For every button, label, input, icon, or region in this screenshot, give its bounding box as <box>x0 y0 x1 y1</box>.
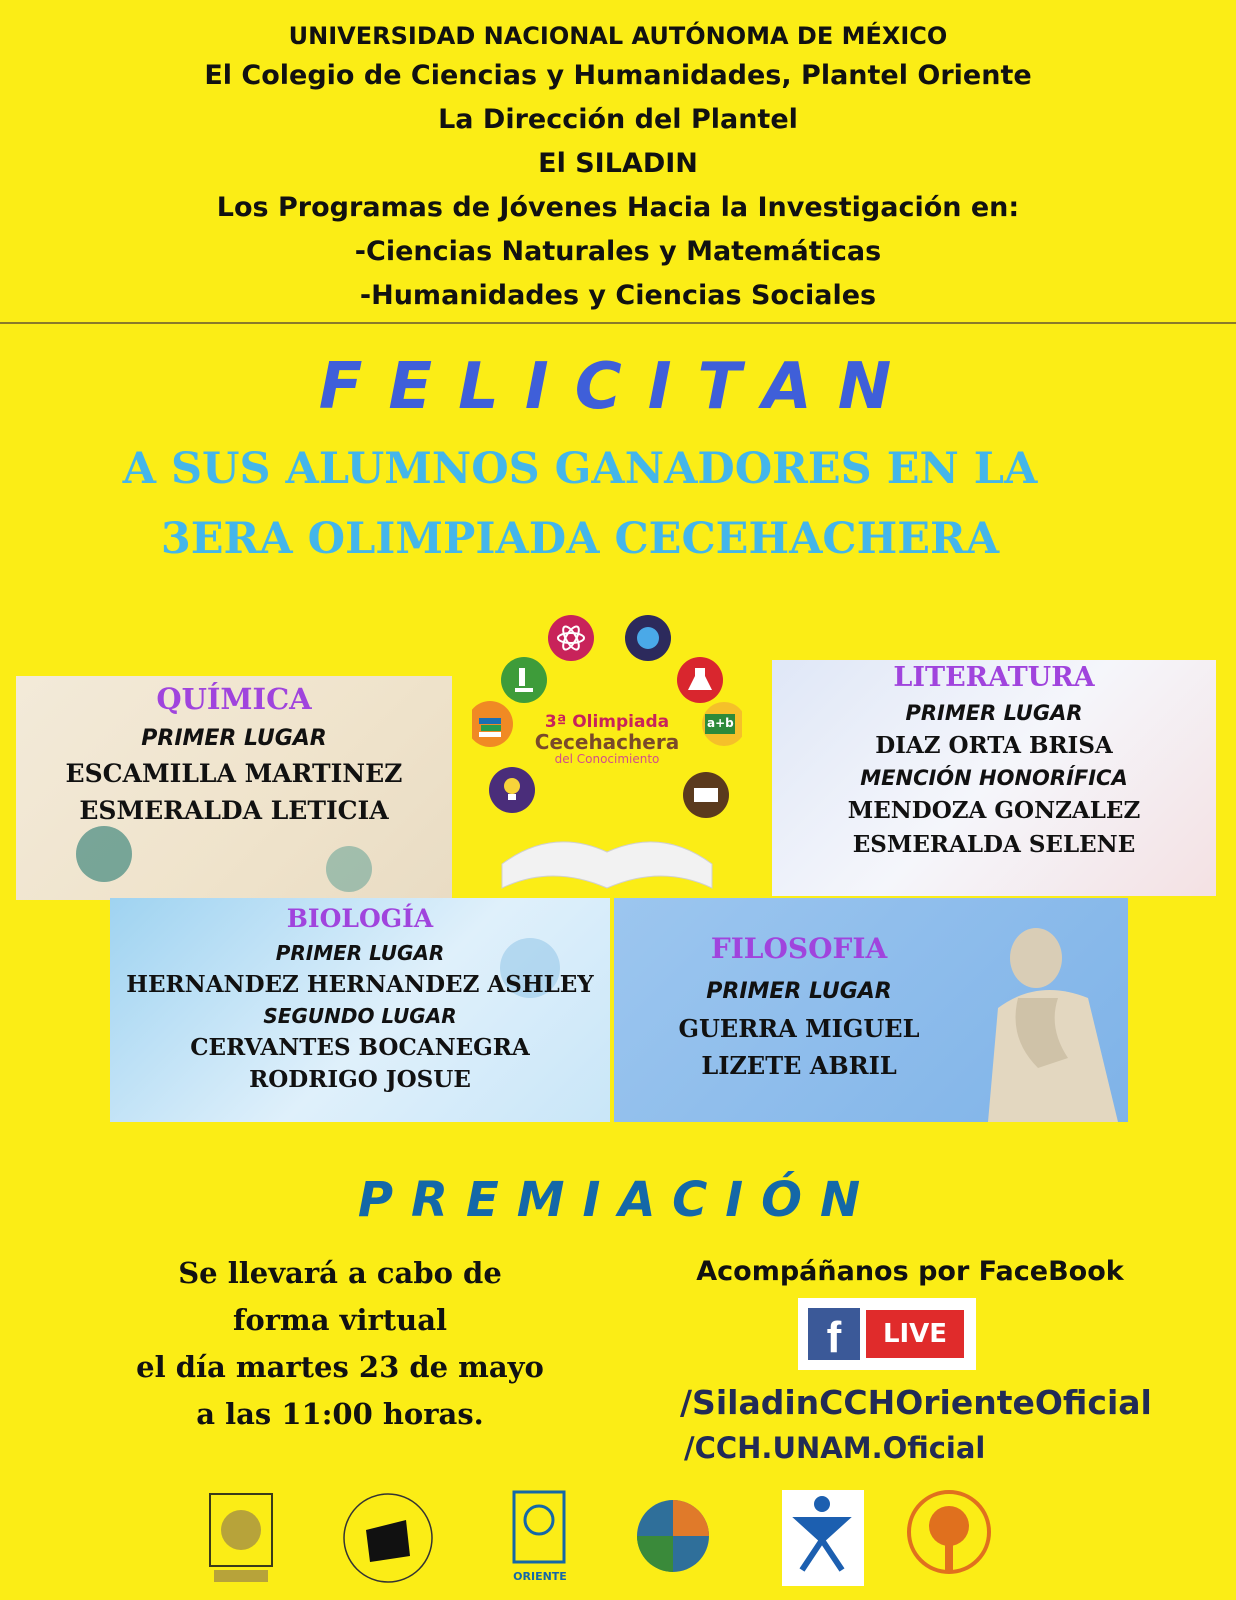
thinker-statue-image <box>978 898 1128 1122</box>
literatura-place-2: MENCIÓN HONORÍFICA <box>860 766 1128 790</box>
open-book-icon <box>502 842 712 888</box>
literatura-name-1: DIAZ ORTA BRISA <box>875 732 1113 759</box>
literatura-title: LITERATURA <box>893 662 1095 693</box>
jovenes-tree-logo <box>904 1490 994 1586</box>
molecule-decoration <box>76 826 132 882</box>
biologia-name-2: CERVANTES BOCANEGRA <box>190 1034 530 1061</box>
header-block <box>0 18 1236 318</box>
biologia-name-1: HERNANDEZ HERNANDEZ ASHLEY <box>126 971 594 998</box>
subtitle-line-1: A SUS ALUMNOS GANADORES EN LA <box>122 444 1038 494</box>
siladin-logo <box>634 1490 712 1586</box>
divider <box>0 322 1236 324</box>
header-program-2: -Humanidades y Ciencias Sociales <box>359 280 877 311</box>
details-line-3: el día martes 23 de mayo <box>136 1350 544 1384</box>
header-direction: La Dirección del Plantel <box>438 104 798 135</box>
molecule-decoration <box>326 846 372 892</box>
cch-oriente-label: ORIENTE <box>513 1570 567 1583</box>
quimica-card <box>16 676 452 900</box>
literatura-place-1: PRIMER LUGAR <box>905 701 1083 725</box>
unam-logo <box>204 1490 278 1586</box>
quimica-place-1: PRIMER LUGAR <box>141 726 327 751</box>
filosofia-title: FILOSOFIA <box>710 932 888 965</box>
facebook-heading: Acompáñanos por FaceBook <box>696 1256 1124 1287</box>
subtitle-line-2: 3ERA OLIMPIADA CECEHACHERA <box>160 514 1000 564</box>
felicitan-title: FELICITAN <box>318 350 918 424</box>
cch-oriente-logo <box>510 1490 570 1590</box>
olimpiada-text <box>472 712 742 766</box>
filosofia-name-2: LIZETE ABRIL <box>701 1051 897 1080</box>
filosofia-name-1: GUERRA MIGUEL <box>678 1014 920 1043</box>
quimica-name-1: ESCAMILLA MARTINEZ <box>65 759 403 788</box>
olimpiada-line-3: del Conocimiento <box>554 752 660 766</box>
header-program-1: -Ciencias Naturales y Matemáticas <box>354 236 882 267</box>
biologia-place-2: SEGUNDO LUGAR <box>263 1004 457 1028</box>
quimica-name-2: ESMERALDA LETICIA <box>79 796 389 825</box>
biologia-card <box>110 898 610 1122</box>
biologia-name-3: RODRIGO JOSUE <box>249 1066 471 1093</box>
atom-icon <box>548 615 594 661</box>
facebook-live-badge[interactable] <box>798 1298 976 1370</box>
details-line-2: forma virtual <box>232 1303 448 1337</box>
literatura-name-2: MENDOZA GONZALEZ <box>847 797 1141 824</box>
premiacion-title: PREMIACIÓN <box>357 1172 879 1228</box>
facebook-link-siladin[interactable]: /SiladinCCHOrienteOficial <box>680 1383 1152 1422</box>
math-label: a+b <box>707 716 734 730</box>
header-siladin: El SILADIN <box>538 148 698 179</box>
header-university: UNIVERSIDAD NACIONAL AUTÓNOMA DE MÉXICO <box>288 22 948 50</box>
literatura-name-3: ESMERALDA SELENE <box>852 831 1136 858</box>
event-details <box>130 1250 550 1438</box>
quimica-title: QUÍMICA <box>156 682 312 716</box>
header-college: El Colegio de Ciencias y Humanidades, Plantel Oriente <box>204 60 1032 91</box>
live-label: LIVE <box>866 1310 964 1358</box>
biologia-title: BIOLOGÍA <box>286 904 434 933</box>
cch-colegio-logo <box>336 1490 440 1586</box>
filosofia-card <box>614 898 1128 1122</box>
jovenes-investigacion-logo <box>782 1490 864 1586</box>
facebook-link-cch[interactable]: /CCH.UNAM.Oficial <box>684 1431 986 1465</box>
details-line-1: Se llevará a cabo de <box>178 1256 502 1290</box>
filosofia-place-1: PRIMER LUGAR <box>706 979 892 1004</box>
details-line-4: a las 11:00 horas. <box>196 1397 484 1431</box>
olimpiada-logo <box>472 612 742 894</box>
facebook-icon: f <box>808 1308 860 1360</box>
olimpiada-line-2: Cecehachera <box>534 730 680 754</box>
biologia-place-1: PRIMER LUGAR <box>275 941 445 965</box>
header-programs: Los Programas de Jóvenes Hacia la Investigación en: <box>216 192 1020 223</box>
olimpiada-line-1: 3ª Olimpiada <box>544 712 670 732</box>
literatura-card <box>772 660 1216 896</box>
